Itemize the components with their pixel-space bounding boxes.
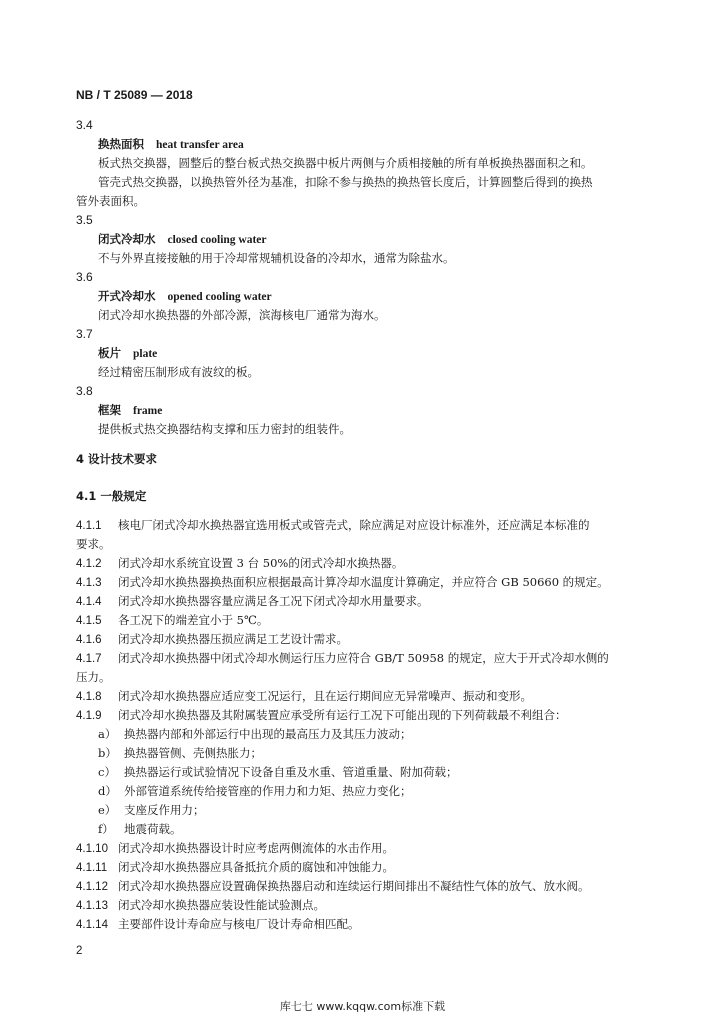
clause-text: 闭式冷却水换热器中闭式冷却水侧运行压力应符合 GB/T 50958 的规定，应大于开式冷却水侧的 — [118, 651, 609, 665]
list-item-text: 外部管道系统传给接管座的作用力和力矩、热应力变化； — [124, 784, 412, 798]
section-heading: 4 设计技术要求 — [76, 452, 158, 466]
term-en: heat transfer area — [156, 139, 244, 151]
clause — [76, 613, 268, 629]
term-en: frame — [133, 405, 163, 417]
list-item-letter: e） — [98, 803, 117, 817]
clause-text: 闭式冷却水系统宜设置 3 台 50%的闭式冷却水换热器。 — [118, 556, 404, 570]
clause-number: 4.1.5 — [76, 615, 102, 627]
clause — [76, 689, 532, 705]
clause-text: 闭式冷却水换热器应装设性能试验测点。 — [118, 898, 325, 912]
clause-number: 4.1.12 — [76, 881, 108, 893]
list-item-letter: f） — [98, 822, 114, 836]
clause-text: 闭式冷却水换热器及其附属装置应承受所有运行工况下可能出现的下列荷载最不利组合： — [118, 708, 567, 722]
list-item-letter: c） — [98, 765, 116, 779]
clause — [76, 879, 590, 895]
clause-text: 各工况下的端差宜小于 5℃。 — [118, 613, 269, 627]
term-title — [98, 232, 267, 248]
term-zh: 换热面积 — [98, 137, 144, 151]
clause-number: 4.1.10 — [76, 843, 108, 855]
term-definition: 板式热交换器，圆整后的整台板式热交换器中板片两侧与介质相接触的所有单板换热器面积之和。 — [98, 156, 593, 170]
clause-text: 闭式冷却水换热器设计时应考虑两侧流体的水击作用。 — [118, 841, 394, 855]
clause — [76, 860, 394, 876]
term-definition: 不与外界直接接触的用于冷却常规辅机设备的冷却水，通常为除盐水。 — [98, 251, 455, 265]
clause-text: 闭式冷却水换热器应适应变工况运行，且在运行期间应无异常噪声、振动和变形。 — [118, 689, 532, 703]
term-number: 3.6 — [76, 270, 93, 284]
term-zh: 开式冷却水 — [98, 289, 156, 303]
list-item — [98, 727, 412, 742]
clause-number: 4.1.11 — [76, 862, 108, 874]
footer-watermark: 库七七 www.kqqw.com标准下载 — [279, 1000, 446, 1013]
term-title — [98, 289, 272, 305]
clause — [76, 575, 609, 591]
clause-continuation: 压力。 — [76, 670, 111, 684]
clause — [76, 518, 590, 534]
clause — [76, 651, 609, 667]
clause-text: 闭式冷却水换热器压损应满足工艺设计需求。 — [118, 632, 348, 646]
term-number: 3.4 — [76, 118, 93, 132]
page-number: 2 — [76, 945, 83, 957]
clause — [76, 594, 429, 610]
clause — [76, 708, 567, 724]
term-title — [98, 403, 162, 419]
list-item-text: 换热器运行或试验情况下设备自重及水重、管道重量、附加荷载； — [124, 765, 458, 779]
list-item-text: 地震荷载。 — [124, 822, 182, 836]
clause — [76, 841, 394, 857]
list-item-text: 换热器管侧、壳侧热胀力； — [124, 746, 262, 760]
list-item — [98, 746, 262, 761]
term-definition: 闭式冷却水换热器的外部冷源，滨海核电厂通常为海水。 — [98, 308, 386, 322]
term-definition: 管壳式热交换器，以换热管外径为基准，扣除不参与换热的换热管长度后，计算圆整后得到的换热 — [98, 175, 593, 189]
list-item — [98, 784, 412, 799]
clause-text: 闭式冷却水换热器应设置确保换热器启动和连续运行期间排出不凝结性气体的放气、放水阀。 — [118, 879, 590, 893]
list-item — [98, 803, 205, 818]
clause-number: 4.1.1 — [76, 520, 102, 532]
term-title — [98, 137, 244, 153]
list-item-letter: a） — [98, 727, 117, 741]
clause-number: 4.1.9 — [76, 710, 102, 722]
term-number: 3.7 — [76, 327, 93, 341]
list-item — [98, 765, 458, 780]
clause — [76, 632, 348, 648]
clause-number: 4.1.7 — [76, 653, 102, 665]
clause-text: 核电厂闭式冷却水换热器宜选用板式或管壳式，除应满足对应设计标准外，还应满足本标准的 — [118, 518, 590, 532]
term-number: 3.8 — [76, 384, 93, 398]
clause-number: 4.1.4 — [76, 596, 102, 608]
clause-continuation: 要求。 — [76, 537, 111, 551]
clause — [76, 917, 360, 933]
term-definition: 经过精密压制形成有波纹的板。 — [98, 365, 259, 379]
subsection-heading: 4.1 一般规定 — [76, 489, 147, 503]
list-item-text: 换热器内部和外部运行中出现的最高压力及其压力波动； — [124, 727, 412, 741]
clause-text: 主要部件设计寿命应与核电厂设计寿命相匹配。 — [118, 917, 360, 931]
term-zh: 板片 — [98, 346, 121, 360]
clause-number: 4.1.8 — [76, 691, 102, 703]
term-en: closed cooling water — [167, 234, 267, 246]
clause — [76, 898, 325, 914]
list-item-letter: d） — [98, 784, 117, 798]
term-en: plate — [133, 348, 158, 360]
clause-number: 4.1.14 — [76, 919, 108, 931]
clause-text: 闭式冷却水换热器应具备抵抗介质的腐蚀和冲蚀能力。 — [118, 860, 394, 874]
term-title — [98, 346, 157, 362]
list-item — [98, 822, 182, 837]
clause — [76, 556, 403, 572]
clause-text: 闭式冷却水换热器容量应满足各工况下闭式冷却水用量要求。 — [118, 594, 429, 608]
clause-number: 4.1.3 — [76, 577, 102, 589]
list-item-letter: b） — [98, 746, 117, 760]
term-en: opened cooling water — [167, 291, 272, 303]
clause-number: 4.1.2 — [76, 558, 102, 570]
list-item-text: 支座反作用力； — [124, 803, 205, 817]
term-definition: 提供板式热交换器结构支撑和压力密封的组装件。 — [98, 422, 351, 436]
clause-number: 4.1.13 — [76, 900, 108, 912]
term-zh: 闭式冷却水 — [98, 232, 156, 246]
term-definition: 管外表面积。 — [76, 194, 145, 208]
clause-text: 闭式冷却水换热器换热面积应根据最高计算冷却水温度计算确定，并应符合 GB 50660 的规定。 — [118, 575, 609, 589]
standard-code-header: NB / T 25089 — 2018 — [76, 88, 193, 102]
clause-number: 4.1.6 — [76, 634, 102, 646]
term-number: 3.5 — [76, 213, 93, 227]
term-zh: 框架 — [98, 403, 121, 417]
